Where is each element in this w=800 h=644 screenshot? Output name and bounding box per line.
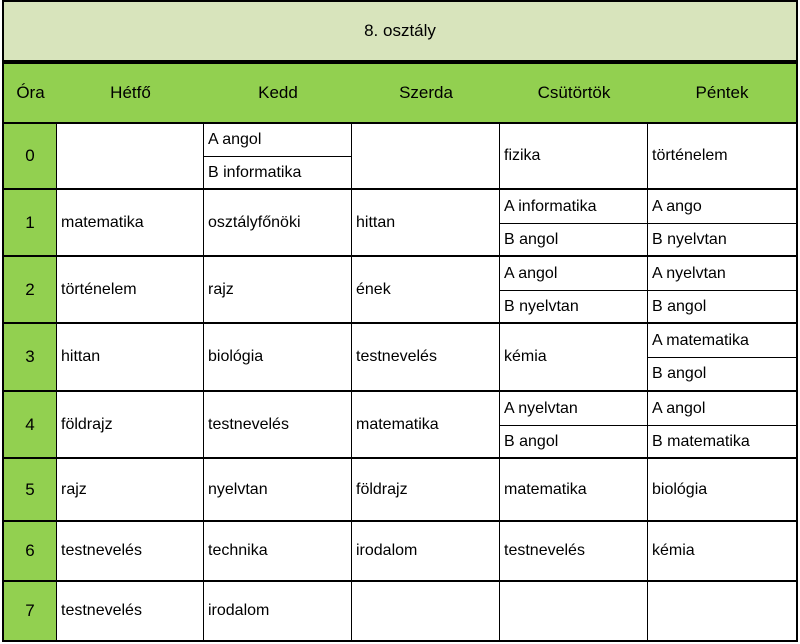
- subject-cell: osztályfőnöki: [204, 190, 352, 257]
- subject-cell: A angol: [648, 392, 798, 426]
- subject-cell: irodalom: [352, 522, 500, 582]
- subject-cell: [352, 124, 500, 190]
- subject-cell: nyelvtan: [204, 459, 352, 522]
- subject-cell: A ango: [648, 190, 798, 224]
- subject-cell: testnevelés: [500, 522, 648, 582]
- period-number: 3: [2, 324, 57, 392]
- subject-cell: földrajz: [352, 459, 500, 522]
- subject-cell: fizika: [500, 124, 648, 190]
- subject-cell: technika: [204, 522, 352, 582]
- subject-cell: [648, 582, 798, 642]
- header-pentek: Péntek: [648, 62, 798, 124]
- subject-cell: testnevelés: [204, 392, 352, 459]
- subject-cell: történelem: [648, 124, 798, 190]
- subject-cell: B nyelvtan: [648, 224, 798, 257]
- subject-cell: [57, 124, 204, 190]
- subject-cell: A angol: [500, 257, 648, 291]
- header-hetfo: Hétfő: [57, 62, 204, 124]
- period-number: 1: [2, 190, 57, 257]
- subject-cell: matematika: [352, 392, 500, 459]
- subject-cell: matematika: [500, 459, 648, 522]
- subject-cell: hittan: [57, 324, 204, 392]
- subject-cell: B angol: [500, 426, 648, 459]
- subject-cell: B matematika: [648, 426, 798, 459]
- subject-cell: [352, 582, 500, 642]
- subject-cell: A nyelvtan: [500, 392, 648, 426]
- subject-cell: kémia: [500, 324, 648, 392]
- header-ora: Óra: [2, 62, 57, 124]
- subject-cell: B informatika: [204, 157, 352, 190]
- subject-cell: A informatika: [500, 190, 648, 224]
- subject-cell: [500, 582, 648, 642]
- period-number: 2: [2, 257, 57, 324]
- period-number: 7: [2, 582, 57, 642]
- subject-cell: A nyelvtan: [648, 257, 798, 291]
- subject-cell: történelem: [57, 257, 204, 324]
- subject-cell: biológia: [648, 459, 798, 522]
- table-title: 8. osztály: [2, 0, 798, 62]
- header-kedd: Kedd: [204, 62, 352, 124]
- subject-cell: hittan: [352, 190, 500, 257]
- subject-cell: testnevelés: [57, 582, 204, 642]
- subject-cell: rajz: [204, 257, 352, 324]
- subject-cell: B angol: [648, 291, 798, 324]
- period-number: 0: [2, 124, 57, 190]
- subject-cell: matematika: [57, 190, 204, 257]
- subject-cell: testnevelés: [352, 324, 500, 392]
- header-csutortok: Csütörtök: [500, 62, 648, 124]
- subject-cell: testnevelés: [57, 522, 204, 582]
- period-number: 4: [2, 392, 57, 459]
- subject-cell: B nyelvtan: [500, 291, 648, 324]
- subject-cell: irodalom: [204, 582, 352, 642]
- period-number: 5: [2, 459, 57, 522]
- subject-cell: B angol: [500, 224, 648, 257]
- period-number: 6: [2, 522, 57, 582]
- subject-cell: A matematika: [648, 324, 798, 358]
- header-szerda: Szerda: [352, 62, 500, 124]
- subject-cell: B angol: [648, 358, 798, 392]
- subject-cell: A angol: [204, 124, 352, 157]
- subject-cell: földrajz: [57, 392, 204, 459]
- subject-cell: kémia: [648, 522, 798, 582]
- subject-cell: rajz: [57, 459, 204, 522]
- subject-cell: ének: [352, 257, 500, 324]
- subject-cell: biológia: [204, 324, 352, 392]
